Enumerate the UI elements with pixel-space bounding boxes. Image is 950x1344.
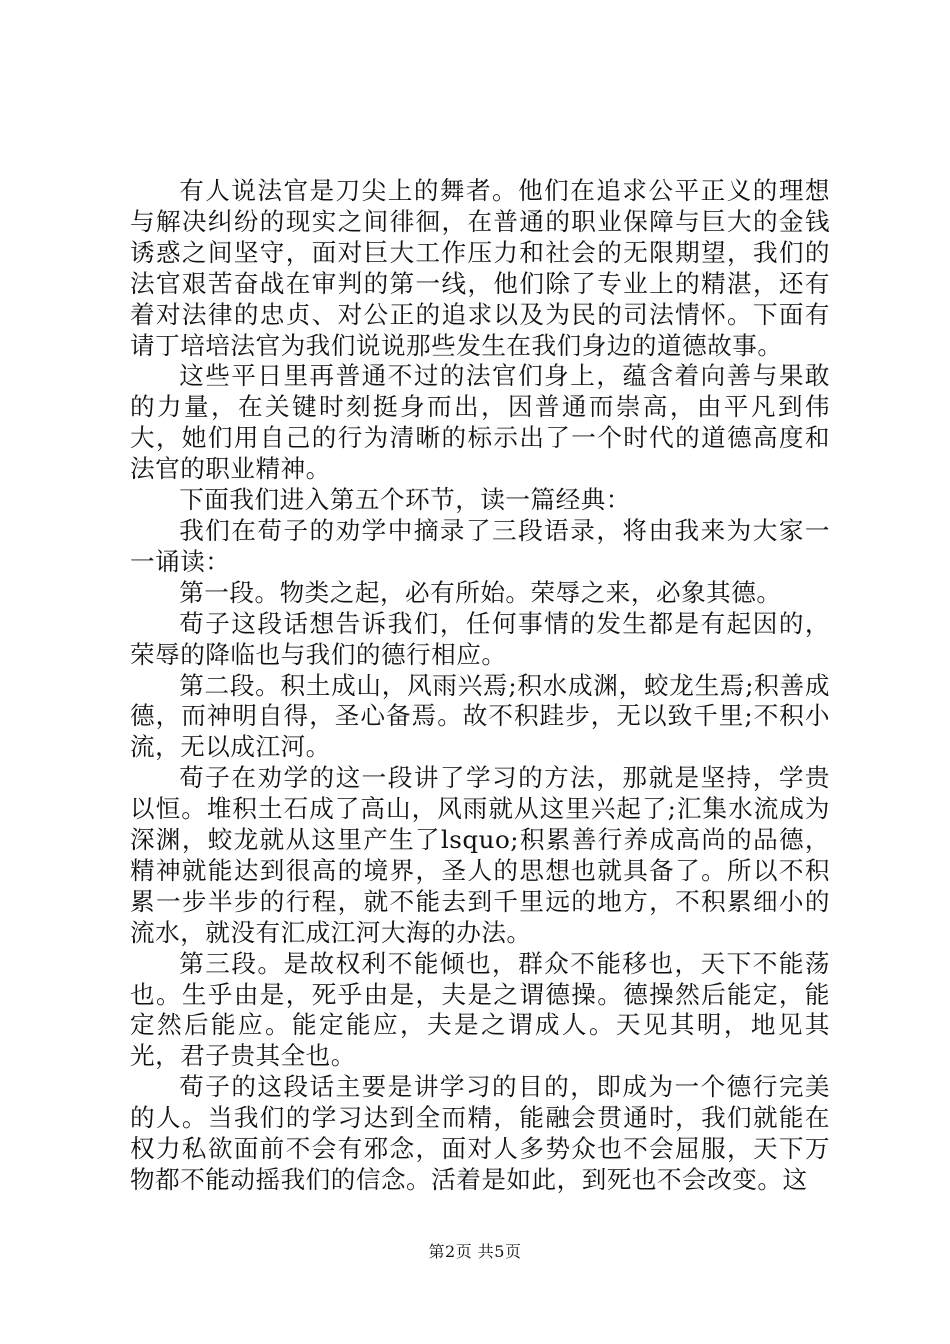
paragraph-quote-one: 第一段。物类之起，必有所始。荣辱之来，必象其德。 <box>179 577 782 607</box>
paragraph-quote-three-explained: 荀子的这段话主要是讲学习的目的，即成为一个德行完美的人。当我们的学习达到全而精，能融会贯通时，我们就能在权力私欲面前不会有邪念，面对人多势众也不会屈服，天下万物都不能动摇我们的信念。活着是如此，到死也不会改变。这 <box>130 1072 830 1194</box>
paragraph-quote-three: 第三段。是故权利不能倾也，群众不能移也，天下不能荡也。生乎由是，死乎由是，夫是之谓德操。德操然后能定，能定然后能应。能定能应，夫是之谓成人。天见其明，地见其光，君子贵其全也。 <box>130 948 830 1071</box>
paragraph-fifth-segment: 下面我们进入第五个环节，读一篇经典： <box>179 485 631 515</box>
paragraph-ordinary-judges: 这些平日里再普通不过的法官们身上，蕴含着向善与果敢的力量，在关键时刻挺身而出，因普通而崇高，由平凡到伟大，她们用自己的行为清晰的标示出了一个时代的道德高度和法官的职业精神。 <box>130 361 830 484</box>
paragraph-quote-two-explained: 荀子在劝学的这一段讲了学习的方法，那就是坚持，学贵以恒。堆积土石成了高山，风雨就从这里兴起了;汇集水流成为深渊，蛟龙就从这里产生了lsquo;积累善行养成高尚的品德，精神就能达到很高的境界，圣人的思想也就具备了。所以不积累一步半步的行程，就不能去到千里远的地方，不积累细小的流水，就没有汇成江河大海的办法。 <box>130 763 830 947</box>
page-number-footer: 第2页 共5页 <box>428 1242 522 1261</box>
paragraph-xunzi-intro: 我们在荀子的劝学中摘录了三段语录，将由我来为大家一一诵读： <box>130 515 830 576</box>
paragraph-quote-one-explained: 荀子这段话想告诉我们，任何事情的发生都是有起因的，荣辱的降临也与我们的德行相应。 <box>130 608 830 669</box>
paragraph-intro: 有人说法官是刀尖上的舞者。他们在追求公平正义的理想与解决纠纷的现实之间徘徊，在普通的职业保障与巨大的金钱诱惑之间坚守，面对巨大工作压力和社会的无限期望，我们的法官艰苦奋战在审判的第一线，他们除了专业上的精湛，还有着对法律的忠贞、对公正的追求以及为民的司法情怀。下面有请丁培培法官为我们说说那些发生在我们身边的道德故事。 <box>130 176 830 360</box>
paragraph-quote-two: 第二段。积土成山，风雨兴焉;积水成渊，蛟龙生焉;积善成德，而神明自得，圣心备焉。故不积跬步，无以致千里;不积小流，无以成江河。 <box>130 670 830 762</box>
document-body <box>130 176 830 1196</box>
